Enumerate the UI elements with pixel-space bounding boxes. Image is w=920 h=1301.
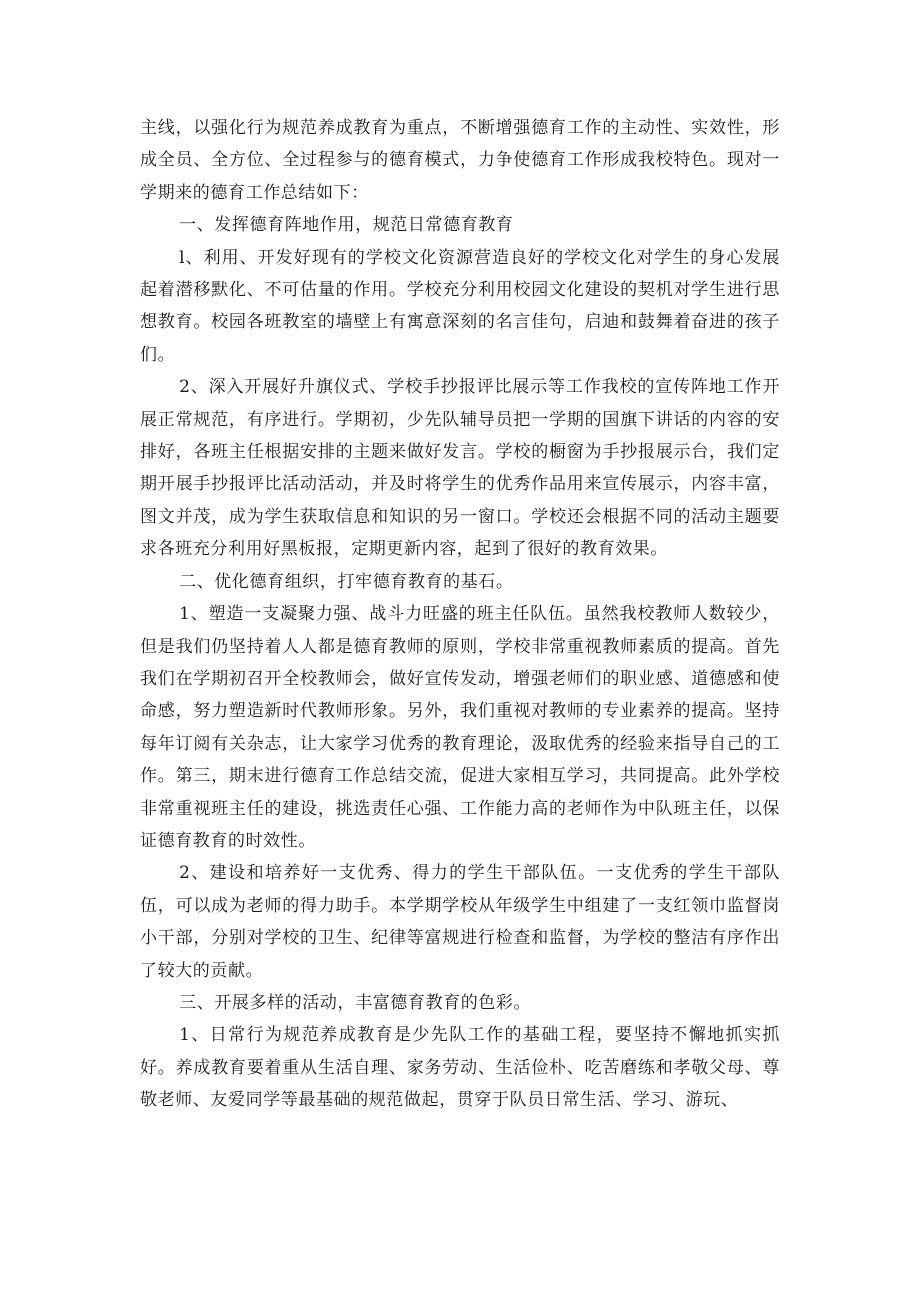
document-body xyxy=(140,112,780,1117)
paragraph-2-2: 2、建设和培养好一支优秀、得力的学生干部队伍。一支优秀的学生干部队伍，可以成为老师的得力助手。本学期学校从年级学生中组建了一支红领巾监督岗小干部，分别对学校的卫生、纪律等富规进行检查和监督，为学校的整洁有序作出了较大的贡献。 xyxy=(140,863,780,981)
paragraph-1-1: l、利用、开发好现有的学校文化资源营造良好的学校文化对学生的身心发展起着潜移默化、不可估量的作用。学校充分利用校园文化建设的契机对学生进行思想教育。校园各班教室的墙壁上有寓意深刻的名言佳句，启迪和鼓舞着奋进的孩子们。 xyxy=(140,247,780,365)
section-heading-3: 三、开展多样的活动，丰富德育教育的色彩。 xyxy=(179,992,532,1013)
paragraph-3-1: 1、日常行为规范养成教育是少先队工作的基础工程，要坚持不懈地抓实抓好。养成教育要着重从生活自理、家务劳动、生活俭朴、吃苦磨练和孝敬父母、尊敬老师、友爱同学等最基础的规范做起，贯穿于队员日常生活、学习、游玩、 xyxy=(140,1025,780,1111)
section-heading-2: 二、优化德育组织，打牢德育教育的基石。 xyxy=(179,571,514,592)
section-heading-1: 一、发挥德育阵地作用，规范日常德育教育 xyxy=(179,215,514,236)
paragraph-intro: 主线，以强化行为规范养成教育为重点，不断增强德育工作的主动性、实效性，形成全员、全方位、全过程参与的德育模式，力争使德育工作形成我校特色。现对一学期来的德育工作总结如下： xyxy=(140,118,780,203)
paragraph-2-1: 1、塑造一支凝聚力强、战斗力旺盛的班主任队伍。虽然我校教师人数较少，但是我们仍坚持着人人都是德育教师的原则，学校非常重视教师素质的提高。首先我们在学期初召开全校教师会，做好宣传发动，增强老师们的职业感、道德感和使命感，努力塑造新时代教师形象。另外，我们重视对教师的专业素养的提高。坚持每年订阅有关杂志，让大家学习优秀的教育理论，汲取优秀的经验来指导自己的工作。第三，期末进行德育工作总结交流，促进大家相互学习，共同提高。此外学校非常重视班主任的建设，挑选责任心强、工作能力高的老师作为中队班主任，以保证德育教育的时效性。 xyxy=(140,604,780,851)
paragraph-1-2: 2、深入开展好升旗仪式、学校手抄报评比展示等工作我校的宣传阵地工作开展正常规范，有序进行。学期初，少先队辅导员把一学期的国旗下讲话的内容的安排好，各班主任根据安排的主题来做好发言。学校的橱窗为手抄报展示台，我们定期开展手抄报评比活动活动，并及时将学生的优秀作品用来宣传展示，内容丰富，图文并茂，成为学生获取信息和知识的另一窗口。学校还会根据不同的活动主题要求各班充分利用好黑板报，定期更新内容，起到了很好的教育效果。 xyxy=(140,377,780,560)
